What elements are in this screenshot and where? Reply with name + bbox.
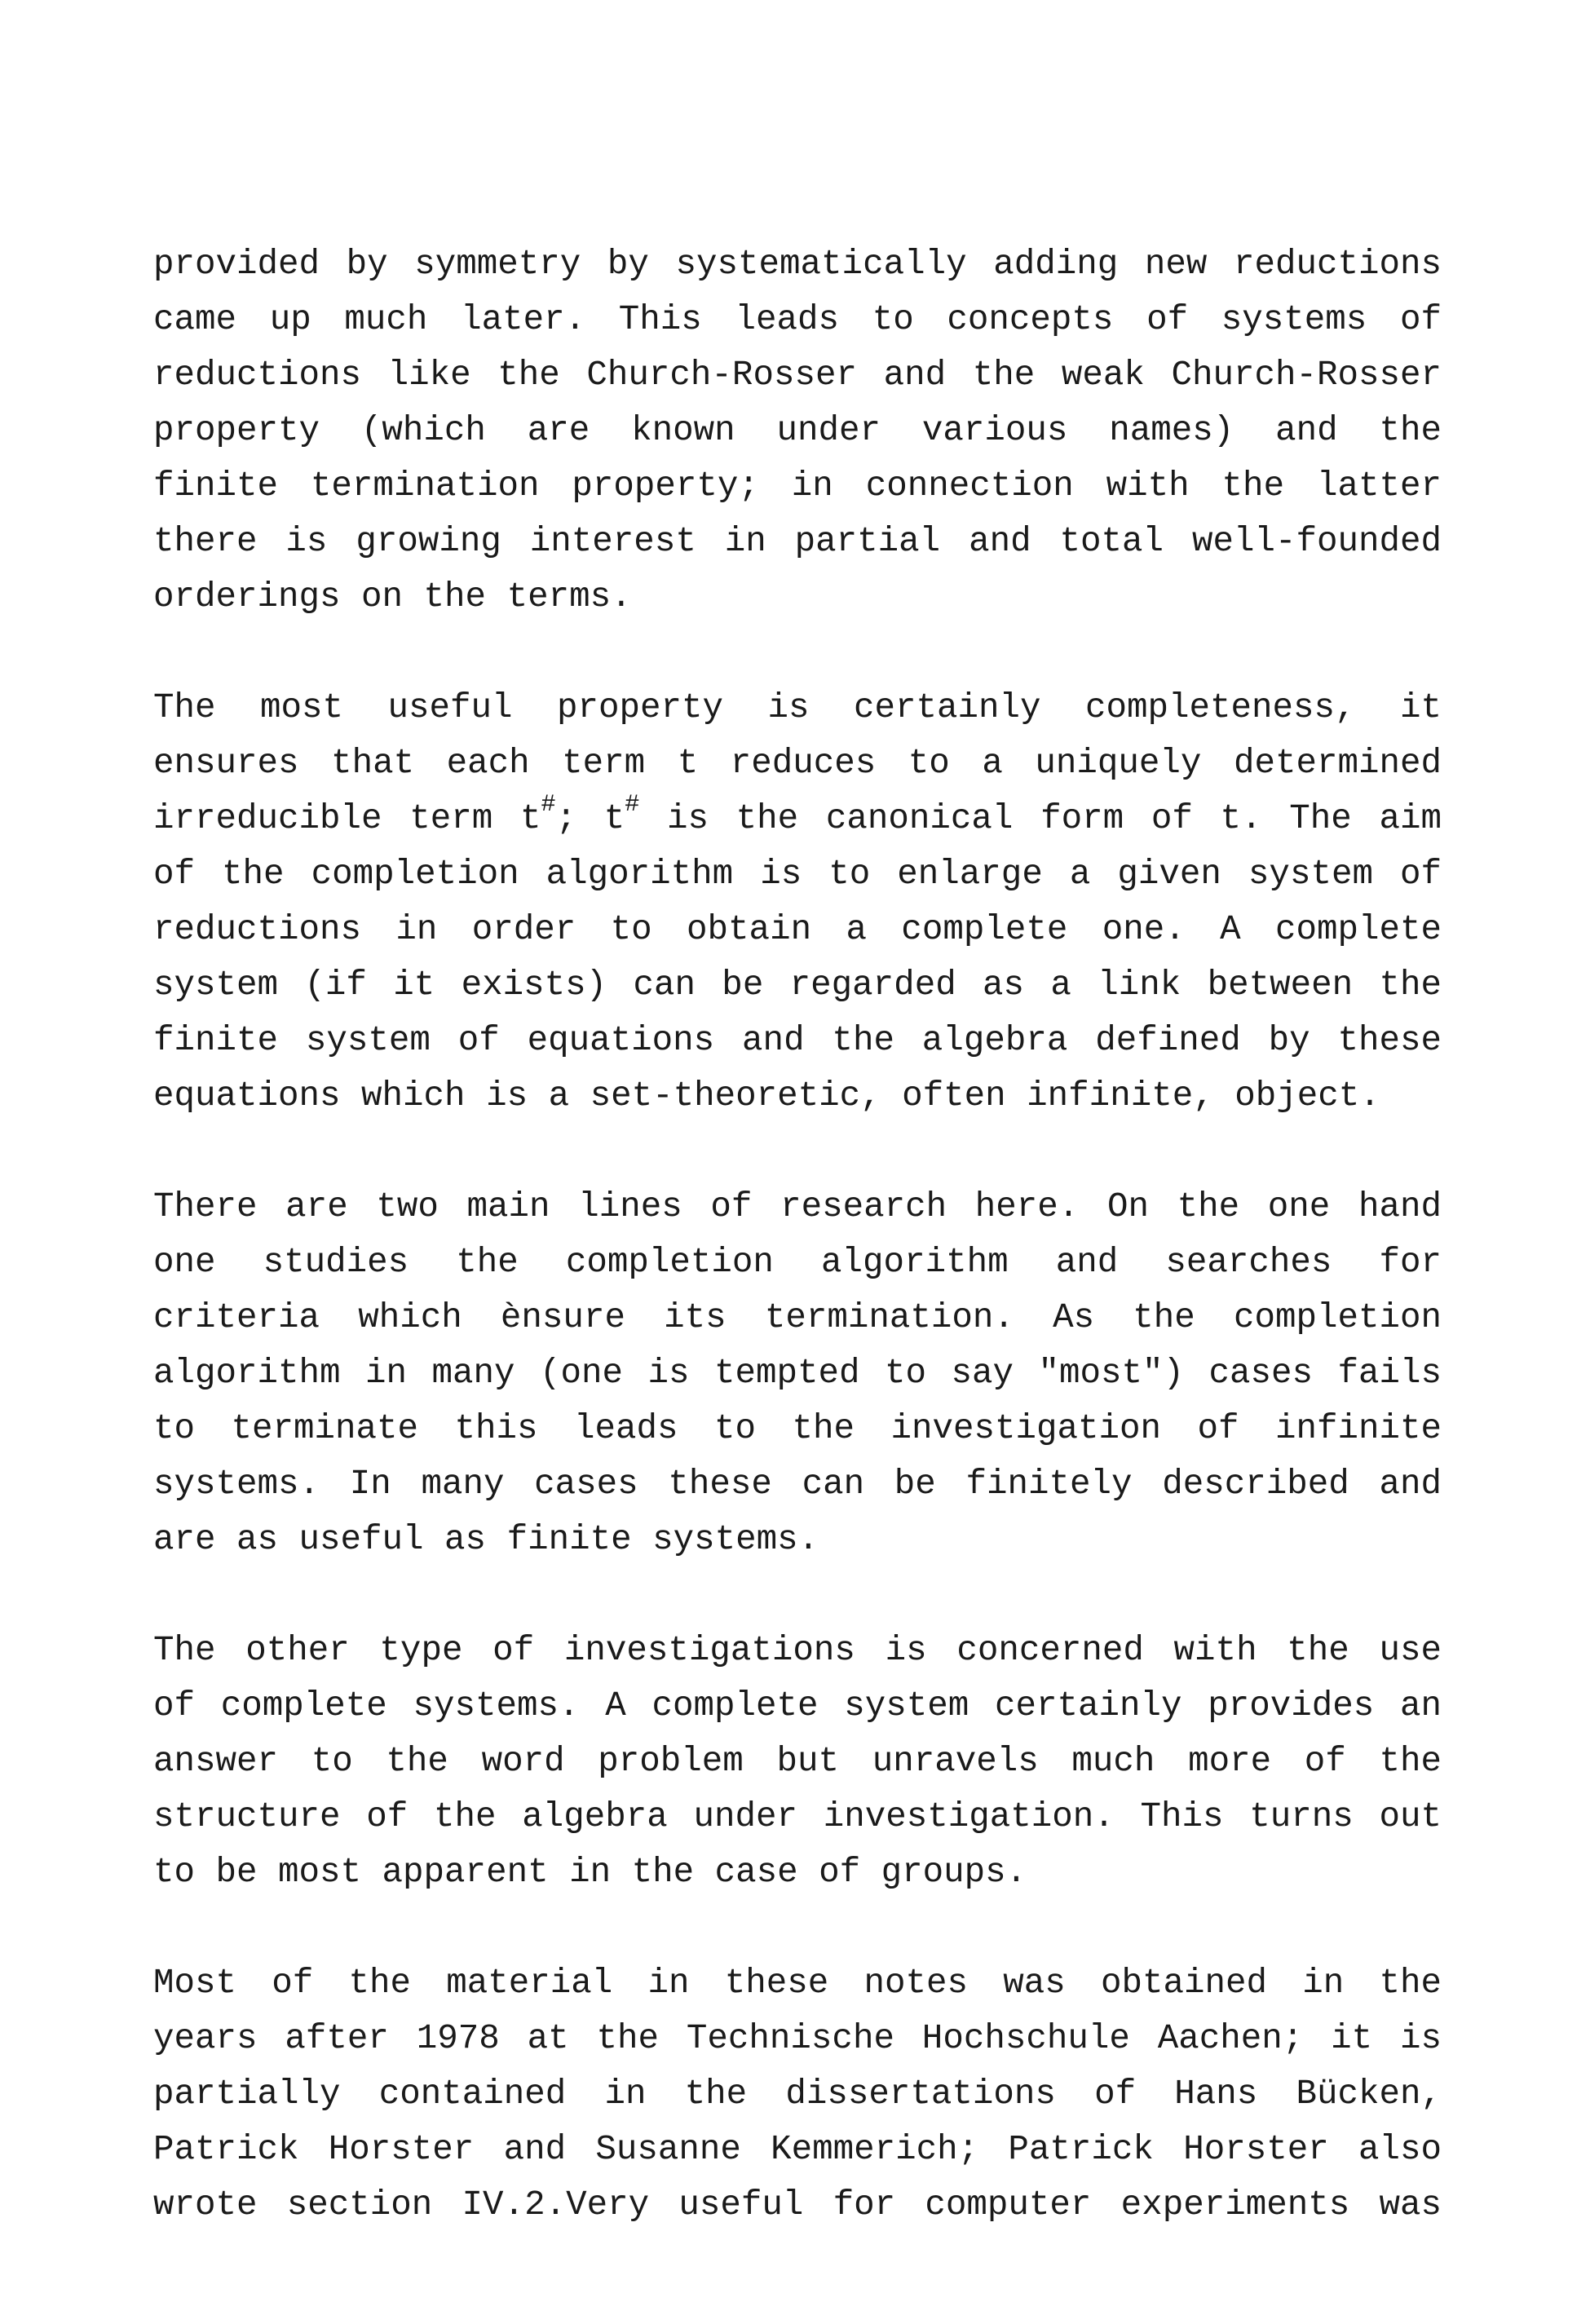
- text-line: equations which is a set-theoretic, often infinite, object.: [153, 1076, 1380, 1116]
- text-line: are as useful as finite systems.: [153, 1520, 819, 1559]
- text-line: of the completion algorithm is to enlarge a given system of: [153, 855, 1442, 894]
- text-line: to terminate this leads to the investigation of infinite: [153, 1409, 1442, 1448]
- text-line: of complete systems. A complete system certainly provides an: [153, 1686, 1442, 1725]
- text-line: The most useful property is certainly completeness, it: [153, 688, 1442, 727]
- paragraph-4: [153, 1623, 1442, 1900]
- text-line: reductions like the Church-Rosser and the weak Church-Rosser: [153, 356, 1442, 395]
- text-line: reductions in order to obtain a complete one. A complete: [153, 910, 1442, 949]
- text-line: Most of the material in these notes was obtained in the: [153, 1964, 1442, 2003]
- superscript-hash: #: [625, 790, 640, 819]
- text-line: Patrick Horster and Susanne Kemmerich; Patrick Horster also: [153, 2130, 1442, 2169]
- text-line: answer to the word problem but unravels much more of the: [153, 1742, 1442, 1781]
- text-line: finite termination property; in connection with the latter: [153, 466, 1442, 506]
- text-line: The other type of investigations is concerned with the use: [153, 1631, 1442, 1670]
- text-line: systems. In many cases these can be finitely described and: [153, 1465, 1442, 1504]
- text-line: wrote section IV.2.Very useful for computer experiments was: [153, 2185, 1442, 2225]
- text-line: to be most apparent in the case of groups.: [153, 1853, 1027, 1892]
- text-line: came up much later. This leads to concepts of systems of: [153, 300, 1442, 339]
- paragraph-1: [153, 236, 1442, 625]
- text-line: There are two main lines of research here. On the one hand: [153, 1187, 1442, 1226]
- text-line: provided by symmetry by systematically adding new reductions: [153, 245, 1442, 284]
- paragraph-5: [153, 1955, 1442, 2233]
- text-line: algorithm in many (one is tempted to say "most") cases fails: [153, 1354, 1442, 1393]
- document-page: [153, 236, 1442, 2233]
- text-line: property (which are known under various names) and the: [153, 411, 1442, 450]
- superscript-hash: #: [541, 790, 556, 819]
- text-segment: is the canonical form of t. The aim: [639, 799, 1442, 838]
- text-line: system (if it exists) can be regarded as a link between the: [153, 965, 1442, 1005]
- text-line: criteria which ènsure its termination. As the completion: [153, 1298, 1442, 1337]
- paragraph-2: [153, 680, 1442, 1124]
- text-line: years after 1978 at the Technische Hochschule Aachen; it is: [153, 2019, 1442, 2058]
- text-line: finite system of equations and the algebra defined by these: [153, 1021, 1442, 1060]
- paragraph-3: [153, 1179, 1442, 1567]
- text-line: partially contained in the dissertations of Hans Bücken,: [153, 2074, 1442, 2114]
- text-segment: irreducible term t: [153, 799, 541, 838]
- text-line: orderings on the terms.: [153, 577, 632, 616]
- text-segment: ; t: [555, 799, 625, 838]
- text-line: ensures that each term t reduces to a uniquely determined: [153, 744, 1442, 783]
- text-line-with-superscripts: [153, 791, 1442, 846]
- text-line: structure of the algebra under investigation. This turns out: [153, 1797, 1442, 1836]
- text-line: there is growing interest in partial and total well-founded: [153, 522, 1442, 561]
- text-line: one studies the completion algorithm and searches for: [153, 1243, 1442, 1282]
